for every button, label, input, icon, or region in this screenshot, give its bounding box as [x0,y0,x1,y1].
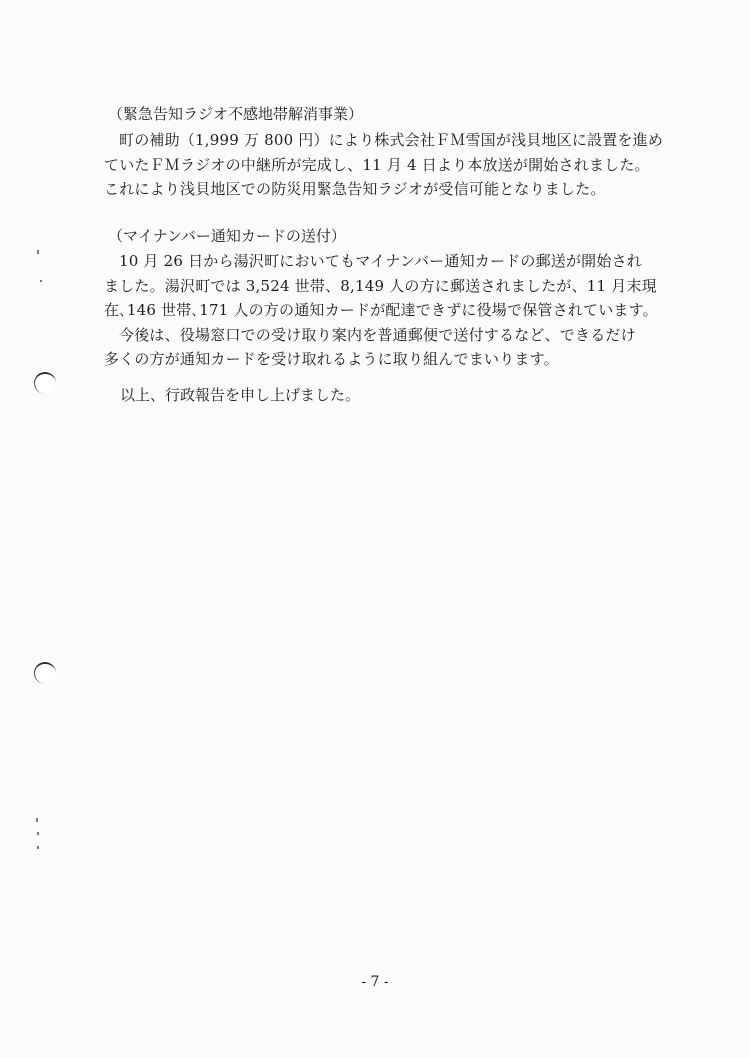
page-number: - 7 - [361,974,389,990]
scan-speck [37,846,39,849]
section-body-my-number [104,249,658,372]
body-line: 多くの方が通知カードを受け取れるように取り組んでまいります。 [104,350,559,368]
body-line: これにより浅貝地区での防災用緊急告知ラジオが受信可能となりました。 [104,180,606,198]
scan-speck [37,250,39,254]
body-line: 在､146 世帯､171 人の方の通知カードが配達できずに役場で保管されています。 [104,301,658,319]
punch-hole [34,372,56,394]
punch-hole [34,662,56,684]
body-line: ていたＦＭラジオの中継所が完成し、11 月 4 日より本放送が開始されました。 [104,155,650,174]
section-heading-my-number: （マイナンバー通知カードの送付） [108,227,346,245]
section-body-emergency-radio [104,128,664,202]
body-line: 10 月 26 日から湯沢町においてもマイナンバー通知カードの郵送が開始され [119,252,642,270]
body-line: 今後は、役場窓口での受け取り案内を普通郵便で送付するなど、できるだけ [119,325,636,344]
scan-speck [40,280,42,282]
scan-speck [37,832,39,835]
scan-speck [36,818,38,822]
body-line: ました。湯沢町では 3,524 世帯、8,149 人の方に郵送されましたが、11 月末現 [104,276,657,295]
section-heading-emergency-radio: （緊急告知ラジオ不感地帯解消事業） [108,105,364,123]
body-line: 町の補助（1,999 万 800 円）により株式会社ＦＭ雪国が浅貝地区に設置を進め [119,131,664,149]
closing-statement: 以上、行政報告を申し上げました。 [120,386,361,404]
